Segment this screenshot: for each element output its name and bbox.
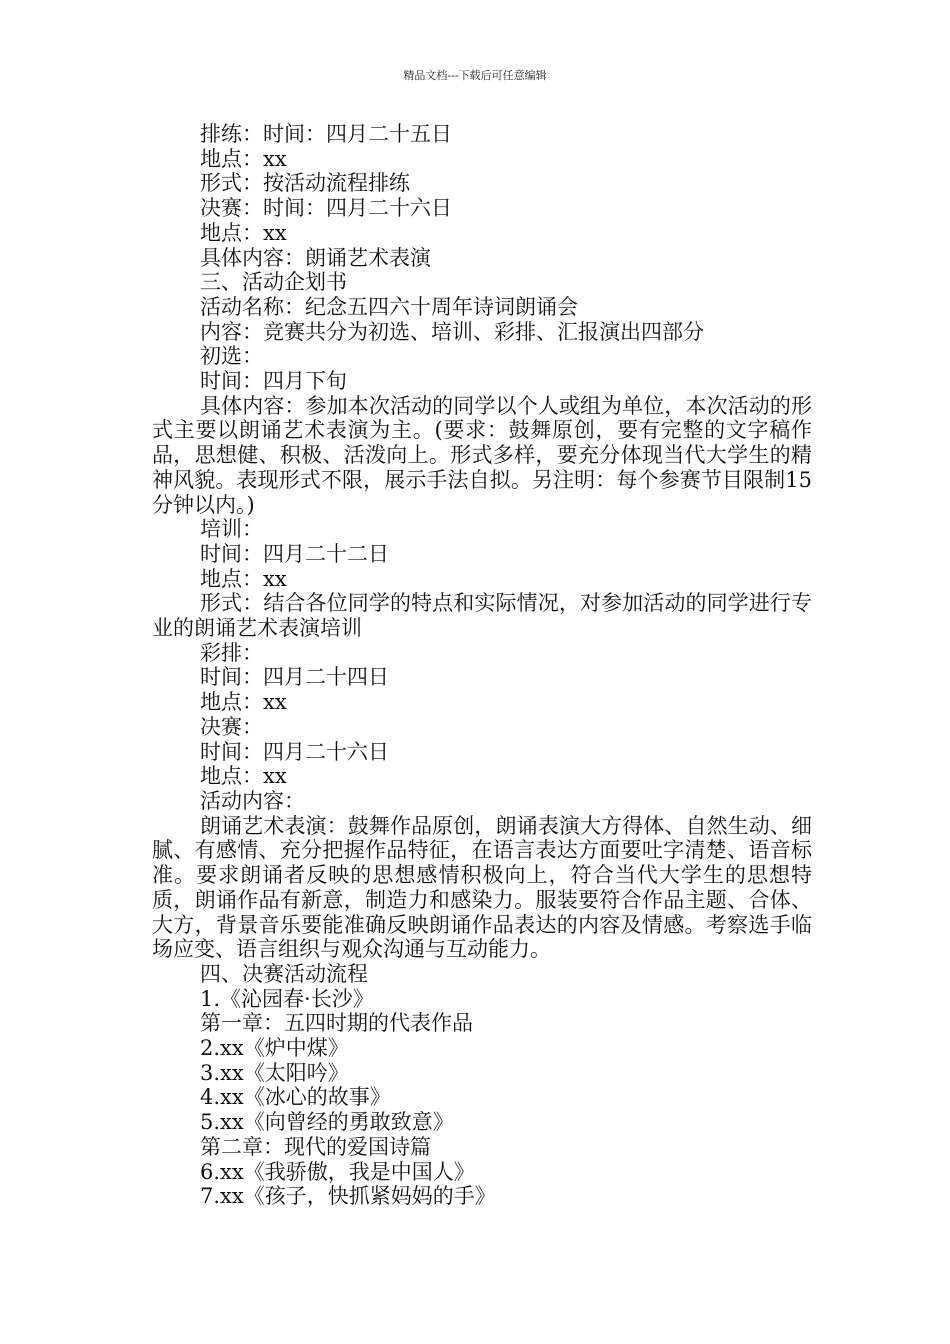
text-line: 初选： <box>200 344 263 369</box>
text-line: 活动名称：纪念五四六十周年诗词朗诵会 <box>200 294 578 319</box>
text-line: 地点：xx <box>200 764 287 789</box>
section-heading: 三、活动企划书 <box>200 270 347 295</box>
text-line: 具体内容：朗诵艺术表演 <box>200 245 431 270</box>
text-line: 时间：四月下旬 <box>200 369 347 394</box>
text-line: 时间：四月二十六日 <box>200 739 389 764</box>
text-line: 排练：时间：四月二十五日 <box>200 122 452 146</box>
paragraph: 朗诵艺术表演：鼓舞作品原创，朗诵表演大方得体、自然生动、细腻、有感情、充分把握作品特征，在语言表达方面要吐字清楚、语音标准。要求朗诵者反映的思想感情积极向上，符合当代大学生的思想特质，朗诵作品有新意，制造力和感染力。服装要符合作品主题、合体、大方，背景音乐要能准确反映朗诵作品表达的内容及情感。考察选手临场应变、语言组织与观众沟通与互动能力。 <box>152 813 812 962</box>
text-line: 形式：按活动流程排练 <box>200 171 410 196</box>
text-line: 地点：xx <box>200 566 287 591</box>
text-line: 内容：竞赛共分为初选、培训、彩排、汇报演出四部分 <box>200 319 704 344</box>
paragraph: 形式：结合各位同学的特点和实际情况，对参加活动的同学进行专业的朗诵艺术表演培训 <box>152 591 812 641</box>
text-line: 地点：xx <box>200 220 287 245</box>
text-line: 地点：xx <box>200 690 287 715</box>
chapter-heading: 第二章：现代的爱国诗篇 <box>200 1134 431 1159</box>
text-line: 时间：四月二十四日 <box>200 665 389 690</box>
list-item: 4.xx《冰心的故事》 <box>200 1085 391 1110</box>
list-item: 2.xx《炉中煤》 <box>200 1036 349 1061</box>
page-header: 精品文档---下载后可任意编辑 <box>403 69 547 82</box>
list-item: 6.xx《我骄傲，我是中国人》 <box>200 1159 475 1184</box>
text-line: 时间：四月二十二日 <box>200 541 389 566</box>
paragraph: 具体内容：参加本次活动的同学以个人或组为单位，本次活动的形式主要以朗诵艺术表演为主。(要求：鼓舞原创，要有完整的文字稿作品，思想健、积极、活泼向上。形式多样，要充分体现当代大学生的精神风貌。表现形式不限，展示手法自拟。另注明：每个参赛节目限制15分钟以内。) <box>152 393 812 517</box>
text-line: 彩排： <box>200 640 263 665</box>
text-line: 决赛： <box>200 714 263 739</box>
list-item: 3.xx《太阳吟》 <box>200 1060 349 1085</box>
list-item: 5.xx《向曾经的勇敢致意》 <box>200 1110 454 1135</box>
text-line: 培训： <box>200 517 263 542</box>
text-line: 地点：xx <box>200 146 287 171</box>
text-line: 决赛：时间：四月二十六日 <box>200 196 452 221</box>
text-line: 活动内容： <box>200 788 305 813</box>
chapter-heading: 第一章：五四时期的代表作品 <box>200 1011 473 1036</box>
list-item: 1.《沁园春·长沙》 <box>200 986 374 1011</box>
document-body <box>152 122 812 1209</box>
section-heading: 四、决赛活动流程 <box>200 961 368 986</box>
list-item: 7.xx《孩子，快抓紧妈妈的手》 <box>200 1184 496 1209</box>
